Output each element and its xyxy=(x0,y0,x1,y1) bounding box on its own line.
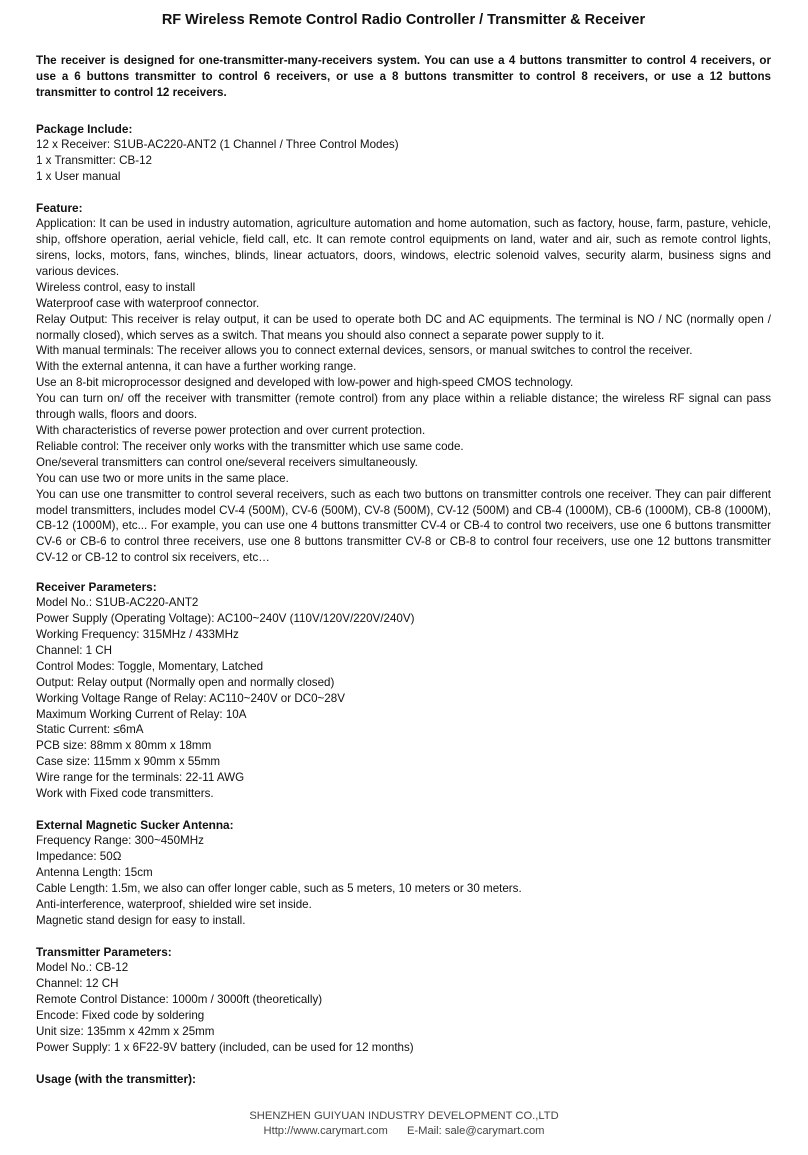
list-item: Remote Control Distance: 1000m / 3000ft (theoretically) xyxy=(36,993,323,1007)
list-item: Channel: 1 CH xyxy=(36,643,113,657)
list-item: 1 x User manual xyxy=(36,170,121,184)
list-item: You can turn on/ off the receiver with transmitter (remote control) from any place within a reliable distance; the wireless RF signal can pass through walls, floors and doors. xyxy=(36,392,771,422)
list-item: 1 x Transmitter: CB-12 xyxy=(36,154,152,168)
package-section xyxy=(36,121,771,185)
list-item: Unit size: 135mm x 42mm x 25mm xyxy=(36,1024,215,1038)
list-item: 12 x Receiver: S1UB-AC220-ANT2 (1 Channel / Three Control Modes) xyxy=(36,138,399,152)
usage-heading: Usage (with the transmitter): xyxy=(36,1072,196,1086)
list-item: Working Voltage Range of Relay: AC110~240V or DC0~28V xyxy=(36,691,345,705)
list-item: Relay Output: This receiver is relay output, it can be used to operate both DC and AC equipments. The terminal is NO / NC (normally open / normally closed), which serves as a switch. That means you should also connect a separate power supply to it. xyxy=(36,312,771,342)
list-item: Use an 8-bit microprocessor designed and developed with low-power and high-speed CMOS technology. xyxy=(36,376,574,390)
feature-heading: Feature: xyxy=(36,201,83,215)
list-item: Impedance: 50Ω xyxy=(36,850,122,864)
usage-section xyxy=(36,1071,771,1087)
list-item: Wire range for the terminals: 22-11 AWG xyxy=(36,771,245,785)
list-item: Channel: 12 CH xyxy=(36,977,119,991)
list-item: Case size: 115mm x 90mm x 55mm xyxy=(36,755,221,769)
list-item: Application: It can be used in industry automation, agriculture automation and home automation, such as factory, house, farm, pasture, vehicle, ship, offshore operation, aerial vehicle, field call, etc. It can remote control equipments on land, water and air, such as remote control lights, sirens, locks, motors, fans, winches, blinds, linear actuators, doors, windows, electric solenoid valves, security alarm, business signs and various devices. xyxy=(36,217,771,278)
transmitter-section xyxy=(36,944,771,1056)
list-item: Work with Fixed code transmitters. xyxy=(36,787,214,801)
list-item: You can use one transmitter to control several receivers, such as each two buttons on transmitter controls one receiver. They can pair different model transmitters, includes model CV-4 (500M), CV-6 (500M), CV-8 (500M), CV-12 (500M) and CB-4 (1000M), CB-6 (1000M), CB-8 (1000M), CB-12 (1000M), etc... For example, you can use one 4 buttons transmitter CV-4 or CB-4 to control two receivers, use one 6 buttons transmitter CV-6 or CB-6 to control three receivers, use one 8 buttons transmitter CV-8 or CB-8 to control four receivers, use one 12 buttons transmitter CV-12 or CB-12 to control six receivers, etc… xyxy=(36,487,771,565)
list-item: Anti-interference, waterproof, shielded wire set inside. xyxy=(36,897,312,911)
list-item: One/several transmitters can control one/several receivers simultaneously. xyxy=(36,455,418,469)
feature-section xyxy=(36,200,771,566)
list-item: Encode: Fixed code by soldering xyxy=(36,1008,205,1022)
footer-email-link[interactable]: E-Mail: sale@carymart.com xyxy=(406,1124,545,1137)
list-item: Wireless control, easy to install xyxy=(36,280,196,294)
list-item: Output: Relay output (Normally open and normally closed) xyxy=(36,675,335,689)
page-title: RF Wireless Remote Control Radio Controller / Transmitter & Receiver xyxy=(161,12,646,28)
list-item: Model No.: S1UB-AC220-ANT2 xyxy=(36,596,199,610)
list-item: Reliable control: The receiver only works with the transmitter which use same code. xyxy=(36,439,464,453)
antenna-heading: External Magnetic Sucker Antenna: xyxy=(36,818,234,832)
transmitter-heading: Transmitter Parameters: xyxy=(36,945,172,959)
list-item: With manual terminals: The receiver allows you to connect external devices, sensors, or manual switches to control the receiver. xyxy=(36,344,693,358)
list-item: Antenna Length: 15cm xyxy=(36,866,153,880)
footer-company: SHENZHEN GUIYUAN INDUSTRY DEVELOPMENT CO.,LTD xyxy=(249,1110,559,1122)
list-item: PCB size: 88mm x 80mm x 18mm xyxy=(36,739,212,753)
antenna-section xyxy=(36,817,771,929)
receiver-section xyxy=(36,579,771,802)
list-item: Waterproof case with waterproof connector. xyxy=(36,296,260,310)
intro-paragraph: The receiver is designed for one-transmitter-many-receivers system. You can use a 4 buttons transmitter to control 4 receivers, or use a 6 buttons transmitter to control 6 receivers, or use a 8 buttons transmitter to control 8 receivers, or use a 12 buttons transmitter to control 12 receivers. xyxy=(36,54,771,100)
list-item: You can use two or more units in the same place. xyxy=(36,471,289,485)
list-item: Static Current: ≤6mA xyxy=(36,723,144,737)
list-item: Cable Length: 1.5m, we also can offer longer cable, such as 5 meters, 10 meters or 30 meters. xyxy=(36,881,522,895)
list-item: Model No.: CB-12 xyxy=(36,961,129,975)
list-item: Magnetic stand design for easy to install. xyxy=(36,913,246,927)
list-item: With characteristics of reverse power protection and over current protection. xyxy=(36,423,426,437)
list-item: With the external antenna, it can have a further working range. xyxy=(36,360,357,374)
footer-website-link[interactable]: Http://www.carymart.com xyxy=(263,1124,388,1137)
page-footer xyxy=(0,1109,808,1138)
list-item: Power Supply: 1 x 6F22-9V battery (included, can be used for 12 months) xyxy=(36,1040,414,1054)
package-heading: Package Include: xyxy=(36,122,133,136)
list-item: Frequency Range: 300~450MHz xyxy=(36,834,204,848)
list-item: Control Modes: Toggle, Momentary, Latched xyxy=(36,659,264,673)
receiver-heading: Receiver Parameters: xyxy=(36,580,157,594)
list-item: Maximum Working Current of Relay: 10A xyxy=(36,707,247,721)
list-item: Power Supply (Operating Voltage): AC100~240V (110V/120V/220V/240V) xyxy=(36,612,415,626)
list-item: Working Frequency: 315MHz / 433MHz xyxy=(36,628,239,642)
